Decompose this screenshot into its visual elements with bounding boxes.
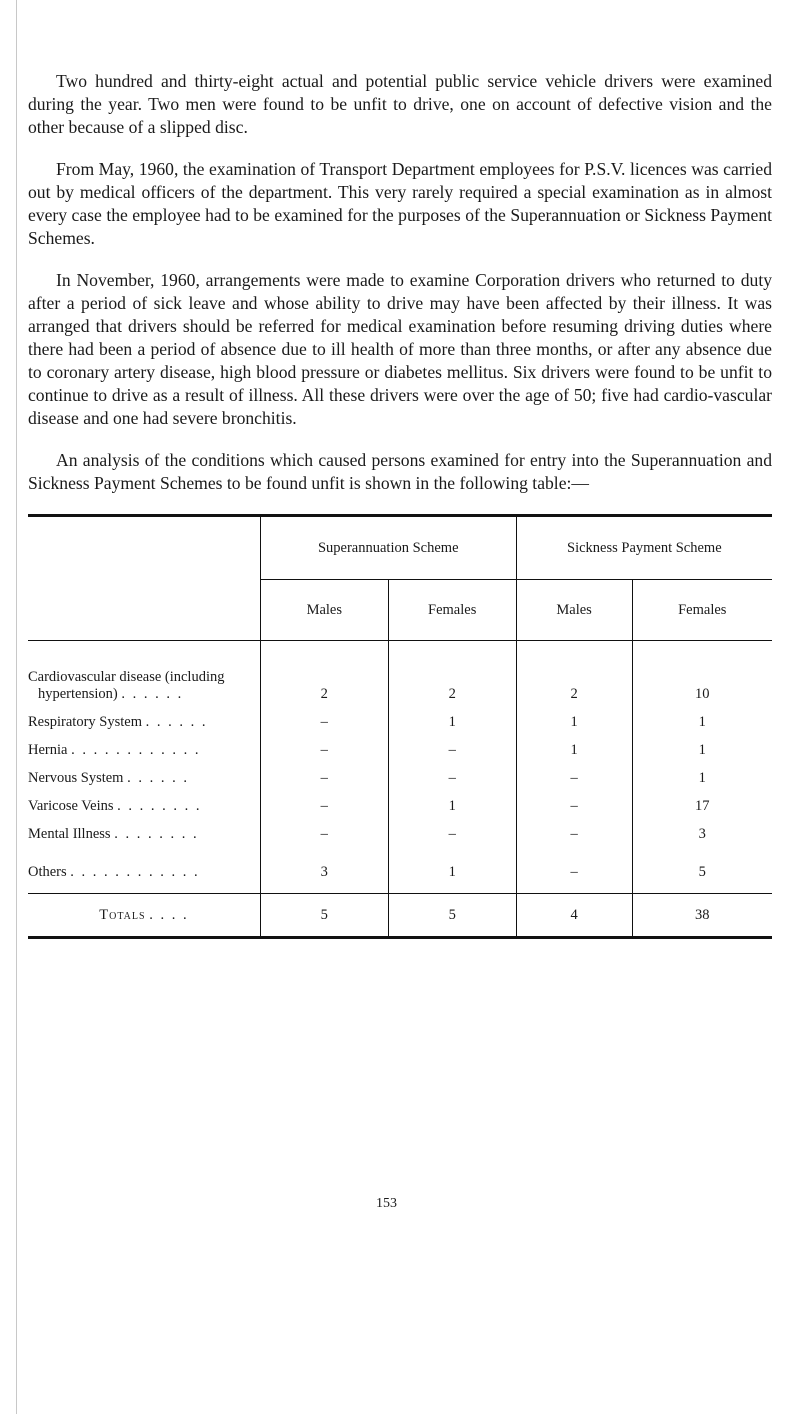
unfit-conditions-table bbox=[28, 514, 772, 939]
totals-label: Totals bbox=[99, 906, 146, 923]
paragraph-table-intro: An analysis of the conditions which caused persons examined for entry into the Superannuation and Sickness Payment Schemes to be found unfit is shown in the following table:— bbox=[28, 450, 772, 493]
dot-leaders: . . . . . . bbox=[127, 770, 189, 786]
table-row bbox=[28, 815, 772, 843]
row-label-hernia bbox=[28, 731, 260, 759]
table-row bbox=[28, 759, 772, 787]
sickness-payment-scheme-header: Sickness Payment Scheme bbox=[516, 516, 772, 580]
table-corner-cell bbox=[28, 516, 260, 580]
row-label-cardiovascular bbox=[28, 641, 260, 704]
totals-row bbox=[28, 894, 772, 938]
row-label-varicose bbox=[28, 787, 260, 815]
paragraph-corporation-drivers: In November, 1960, arrangements were made to examine Corporation drivers who returned to duty after a period of sick leave and whose ability to drive may have been affected by their illness. It was arranged that drivers should be referred for medical examination before resuming driving duties where there had been a period of absence due to ill health of more than three months, or after any absence due to coronary artery disease, high blood pressure or diabetes mellitus. Six drivers were found to be unfit to continue to drive as a result of illness. All these drivers were over the age of 50; five had cardio-vascular disease and one had severe bronchitis. bbox=[28, 270, 772, 428]
table-cell: 1 bbox=[388, 843, 516, 894]
table-cell: 17 bbox=[632, 787, 772, 815]
table-cell: – bbox=[388, 731, 516, 759]
table-cell: 1 bbox=[632, 703, 772, 731]
table-cell: 1 bbox=[632, 759, 772, 787]
table-cell: 5 bbox=[632, 843, 772, 894]
total-cell: 4 bbox=[516, 894, 632, 938]
table-cell: – bbox=[516, 843, 632, 894]
document-page bbox=[28, 70, 772, 939]
row-label: Others bbox=[28, 864, 67, 880]
table-cell: 3 bbox=[632, 815, 772, 843]
table-cell: – bbox=[388, 815, 516, 843]
table-row bbox=[28, 731, 772, 759]
paragraph-transport-employees: From May, 1960, the examination of Transport Department employees for P.S.V. licences was carried out by medical officers of the department. This very rarely required a special examination as in almost every case the employee had to be examined for the purposes of the Superannuation or Sickness Payment Schemes. bbox=[28, 159, 772, 248]
dot-leaders: . . . . . . bbox=[121, 686, 184, 702]
paragraph-psv-drivers: Two hundred and thirty-eight actual and potential public service vehicle drivers were examined during the year. Two men were found to be unfit to drive, one on account of defective vision and the other because of a slipped disc. bbox=[28, 71, 772, 137]
row-label: Respiratory System bbox=[28, 714, 142, 730]
table-row bbox=[28, 703, 772, 731]
page-number: 153 bbox=[376, 1196, 397, 1211]
dot-leaders: . . . . . . . . . . . . bbox=[70, 864, 200, 880]
total-cell: 5 bbox=[260, 894, 388, 938]
table-cell: 2 bbox=[516, 641, 632, 704]
table-cell: – bbox=[388, 759, 516, 787]
row-label-mental bbox=[28, 815, 260, 843]
table-cell: 1 bbox=[516, 703, 632, 731]
row-label-nervous bbox=[28, 759, 260, 787]
row-label: Varicose Veins bbox=[28, 798, 114, 814]
sickness-females-header: Females bbox=[632, 580, 772, 641]
dot-leaders: . . . . . . . . bbox=[114, 826, 199, 842]
binding-edge bbox=[16, 0, 17, 1414]
table-cell: – bbox=[516, 759, 632, 787]
table-cell: – bbox=[260, 787, 388, 815]
table-cell: – bbox=[516, 815, 632, 843]
sickness-males-header: Males bbox=[516, 580, 632, 641]
table-cell: 2 bbox=[260, 641, 388, 704]
table-cell: 1 bbox=[388, 787, 516, 815]
totals-label-cell bbox=[28, 894, 260, 938]
row-label: Hernia bbox=[28, 742, 68, 758]
table-cell: – bbox=[260, 703, 388, 731]
dot-leaders: . . . . . . bbox=[145, 714, 208, 730]
dot-leaders: . . . . . . . . bbox=[117, 798, 202, 814]
table-cell: – bbox=[260, 759, 388, 787]
total-cell: 5 bbox=[388, 894, 516, 938]
table-corner-cell-lower bbox=[28, 580, 260, 641]
table-cell: 2 bbox=[388, 641, 516, 704]
superannuation-males-header: Males bbox=[260, 580, 388, 641]
row-label-line-2: hypertension) bbox=[38, 686, 118, 702]
unfit-conditions-table-wrapper bbox=[28, 514, 772, 939]
row-label: Mental Illness bbox=[28, 826, 111, 842]
table-cell: 3 bbox=[260, 843, 388, 894]
dot-leaders: . . . . bbox=[149, 906, 189, 923]
row-label-line-1: Cardiovascular disease (including bbox=[28, 669, 225, 685]
total-cell: 38 bbox=[632, 894, 772, 938]
table-sub-header-row bbox=[28, 580, 772, 641]
table-cell: 1 bbox=[388, 703, 516, 731]
row-label-respiratory bbox=[28, 703, 260, 731]
table-cell: 1 bbox=[516, 731, 632, 759]
row-label-others bbox=[28, 843, 260, 894]
superannuation-females-header: Females bbox=[388, 580, 516, 641]
table-cell: – bbox=[260, 815, 388, 843]
superannuation-scheme-header: Superannuation Scheme bbox=[260, 516, 516, 580]
dot-leaders: . . . . . . . . . . . . bbox=[71, 742, 201, 758]
table-group-header-row bbox=[28, 516, 772, 580]
table-row bbox=[28, 843, 772, 894]
table-row bbox=[28, 787, 772, 815]
table-cell: 1 bbox=[632, 731, 772, 759]
table-cell: – bbox=[516, 787, 632, 815]
table-cell: 10 bbox=[632, 641, 772, 704]
table-cell: – bbox=[260, 731, 388, 759]
table-row bbox=[28, 641, 772, 704]
row-label: Nervous System bbox=[28, 770, 124, 786]
